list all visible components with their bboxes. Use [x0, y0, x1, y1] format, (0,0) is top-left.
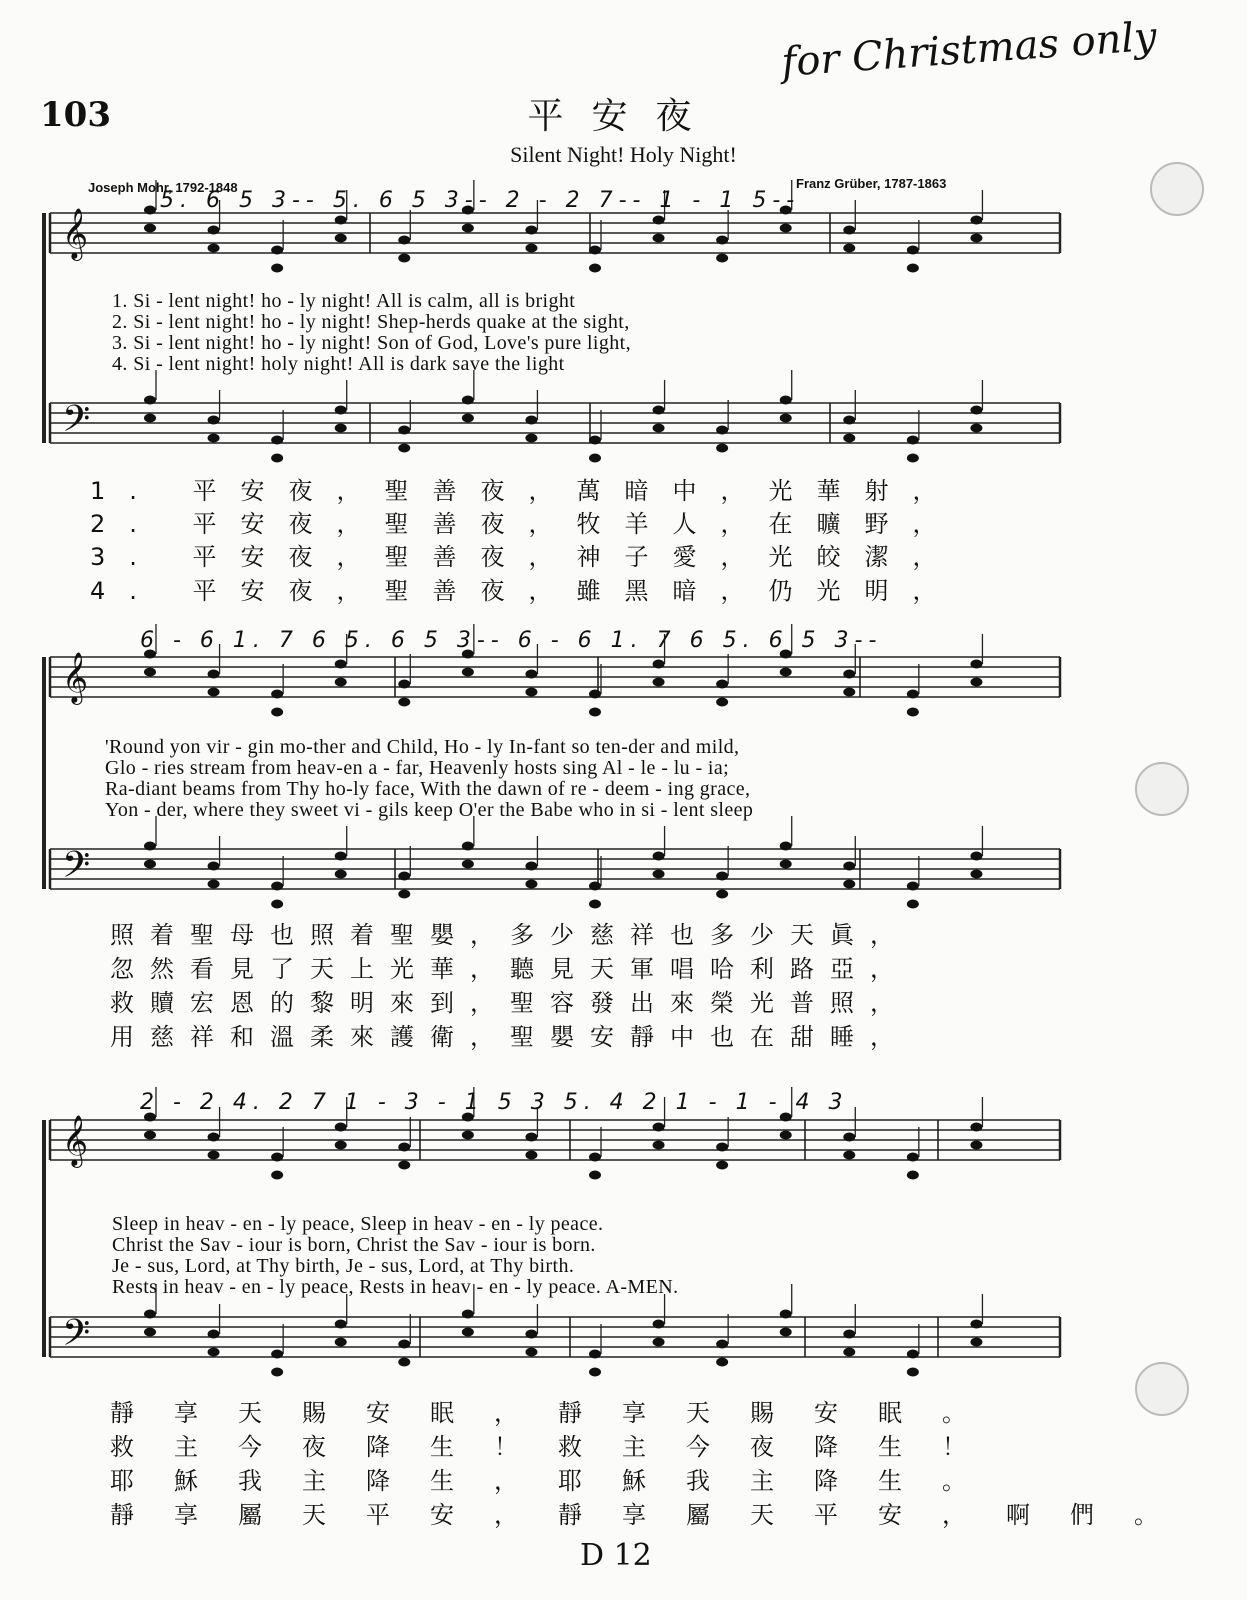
- note-head: [780, 860, 792, 869]
- note-head: [525, 416, 537, 425]
- note-head: [907, 1350, 919, 1359]
- title-english: Silent Night! Holy Night!: [510, 142, 737, 167]
- note-head: [208, 670, 220, 679]
- note-head: [589, 246, 601, 255]
- note-head: [462, 414, 474, 423]
- note-head: [462, 1131, 474, 1140]
- note-head: [843, 688, 855, 697]
- lyric-zh-verse-1: 1. 平安夜，聖善夜，萬暗中，光華射，: [90, 477, 961, 505]
- note-head: [970, 1141, 982, 1150]
- note-head: [144, 396, 156, 405]
- note-head: [335, 216, 347, 225]
- note-head: [589, 264, 601, 273]
- note-head: [144, 1328, 156, 1337]
- note-head: [653, 424, 665, 433]
- note-head: [653, 1141, 665, 1150]
- note-head: [653, 234, 665, 243]
- note-head: [525, 862, 537, 871]
- note-head: [271, 264, 283, 273]
- note-head: [843, 226, 855, 235]
- lyric-zh-verse-4: 4. 平安夜，聖善夜，雖黑暗，仍光明，: [90, 577, 961, 605]
- note-head: [843, 862, 855, 871]
- lyric-en-verse-1: Sleep in heav - en - ly peace, Sleep in heav - en - ly peace.: [112, 1213, 604, 1235]
- note-head: [653, 216, 665, 225]
- treble-clef-icon: 𝄞: [62, 1115, 89, 1166]
- note-head: [398, 254, 410, 263]
- note-head: [525, 226, 537, 235]
- note-head: [271, 436, 283, 445]
- hymn-number: 103: [40, 95, 111, 135]
- note-head: [462, 396, 474, 405]
- note-head: [907, 436, 919, 445]
- note-head: [843, 880, 855, 889]
- note-head: [144, 668, 156, 677]
- note-head: [589, 882, 601, 891]
- note-head: [653, 1320, 665, 1329]
- note-head: [780, 842, 792, 851]
- note-head: [335, 1338, 347, 1347]
- note-head: [970, 1123, 982, 1132]
- note-head: [653, 678, 665, 687]
- note-head: [716, 698, 728, 707]
- note-head: [589, 1153, 601, 1162]
- note-head: [716, 1143, 728, 1152]
- note-head: [907, 1368, 919, 1377]
- note-head: [335, 406, 347, 415]
- note-head: [271, 1368, 283, 1377]
- note-head: [907, 900, 919, 909]
- lyric-zh-verse-3: 3. 平安夜，聖善夜，神子愛，光皎潔，: [90, 543, 961, 571]
- note-head: [525, 688, 537, 697]
- note-head: [398, 1340, 410, 1349]
- note-head: [208, 226, 220, 235]
- note-head: [271, 1350, 283, 1359]
- note-head: [589, 708, 601, 717]
- note-head: [589, 436, 601, 445]
- note-head: [335, 870, 347, 879]
- note-head: [970, 678, 982, 687]
- note-head: [780, 396, 792, 405]
- note-head: [907, 882, 919, 891]
- jianpu-numbers: 2 - 2 4. 2 7 1 - 3 - 1 5 3 5. 4 2 1 - 1 - 4 3: [140, 1090, 849, 1115]
- note-head: [271, 690, 283, 699]
- note-head: [525, 244, 537, 253]
- note-head: [716, 1340, 728, 1349]
- lyric-zh-verse-3: 耶穌我主降生，耶穌我主降生。: [110, 1467, 1006, 1495]
- note-head: [462, 668, 474, 677]
- note-head: [716, 872, 728, 881]
- note-head: [398, 872, 410, 881]
- note-head: [335, 678, 347, 687]
- note-head: [780, 1328, 792, 1337]
- note-head: [907, 690, 919, 699]
- note-head: [271, 900, 283, 909]
- treble-clef-icon: 𝄞: [62, 652, 89, 703]
- note-head: [398, 444, 410, 453]
- note-head: [589, 1350, 601, 1359]
- note-head: [907, 246, 919, 255]
- note-head: [525, 1330, 537, 1339]
- note-head: [653, 852, 665, 861]
- note-head: [271, 1171, 283, 1180]
- note-head: [907, 454, 919, 463]
- lyric-zh-verse-4: 用慈祥和溫柔來護衛，聖嬰安靜中也在甜睡，: [110, 1023, 910, 1051]
- note-head: [398, 890, 410, 899]
- lyric-en-verse-4: Rests in heav - en - ly peace, Rests in heav - en - ly peace. A-MEN.: [112, 1276, 679, 1298]
- note-head: [780, 1131, 792, 1140]
- note-head: [271, 1153, 283, 1162]
- note-head: [843, 1348, 855, 1357]
- note-head: [970, 870, 982, 879]
- lyric-zh-verse-2: 救主今夜降生！救主今夜降生！: [110, 1433, 1006, 1461]
- note-head: [271, 246, 283, 255]
- note-head: [970, 216, 982, 225]
- note-head: [144, 224, 156, 233]
- note-head: [208, 416, 220, 425]
- note-head: [525, 670, 537, 679]
- note-head: [589, 454, 601, 463]
- lyric-zh-verse-4: 靜享屬天平安，靜享屬天平安，啊們。: [110, 1501, 1198, 1529]
- handwritten-note: for Christmas only: [780, 13, 1159, 86]
- bass-clef-icon: 𝄢: [62, 844, 91, 895]
- lyric-en-verse-4: Yon - der, where they sweet vi - gils keep O'er the Babe who in si - lent sleep: [105, 799, 754, 821]
- composer-credit: Franz Grüber, 1787-1863: [796, 176, 947, 191]
- note-head: [462, 224, 474, 233]
- lyric-en-verse-4: 4. Si - lent night! holy night! All is dark save the light: [112, 353, 565, 375]
- note-head: [843, 416, 855, 425]
- note-head: [208, 688, 220, 697]
- note-head: [589, 690, 601, 699]
- note-head: [335, 1141, 347, 1150]
- note-head: [653, 1338, 665, 1347]
- note-head: [970, 852, 982, 861]
- note-head: [208, 1348, 220, 1357]
- note-head: [716, 1161, 728, 1170]
- note-head: [271, 708, 283, 717]
- note-head: [208, 880, 220, 889]
- lyric-en-verse-3: 3. Si - lent night! ho - ly night! Son of God, Love's pure light,: [112, 332, 632, 354]
- note-head: [653, 1123, 665, 1132]
- note-head: [907, 1171, 919, 1180]
- note-head: [907, 264, 919, 273]
- note-head: [843, 1151, 855, 1160]
- lyric-en-verse-3: Je - sus, Lord, at Thy birth, Je - sus, Lord, at Thy birth.: [112, 1255, 575, 1277]
- note-head: [716, 254, 728, 263]
- note-head: [653, 660, 665, 669]
- note-head: [843, 434, 855, 443]
- note-head: [398, 426, 410, 435]
- note-head: [462, 842, 474, 851]
- title-chinese: 平安夜: [527, 96, 720, 137]
- note-head: [208, 1151, 220, 1160]
- note-head: [335, 1123, 347, 1132]
- bass-clef-icon: 𝄢: [62, 398, 91, 449]
- note-head: [462, 1310, 474, 1319]
- note-head: [335, 660, 347, 669]
- note-head: [398, 698, 410, 707]
- note-head: [271, 454, 283, 463]
- note-head: [525, 1151, 537, 1160]
- note-head: [208, 1133, 220, 1142]
- lyric-en-verse-2: Glo - ries stream from heav-en a - far, Heavenly hosts sing Al - le - lu - ia;: [105, 757, 730, 779]
- note-head: [907, 1153, 919, 1162]
- note-head: [525, 434, 537, 443]
- author-credit: Joseph Mohr, 1792-1848: [88, 180, 238, 195]
- note-head: [525, 880, 537, 889]
- lyric-zh-verse-1: 照着聖母也照着聖嬰，多少慈祥也多少天眞，: [110, 921, 910, 949]
- note-head: [398, 1161, 410, 1170]
- note-head: [144, 414, 156, 423]
- lyric-en-verse-2: Christ the Sav - iour is born, Christ the Sav - iour is born.: [112, 1234, 596, 1256]
- note-head: [335, 424, 347, 433]
- note-head: [144, 860, 156, 869]
- note-head: [780, 1310, 792, 1319]
- note-head: [462, 1328, 474, 1337]
- note-head: [335, 1320, 347, 1329]
- note-head: [970, 660, 982, 669]
- note-head: [271, 882, 283, 891]
- note-head: [462, 860, 474, 869]
- note-head: [398, 1358, 410, 1367]
- note-head: [144, 842, 156, 851]
- note-head: [589, 1368, 601, 1377]
- lyric-zh-verse-1: 靜享天賜安眠，靜享天賜安眠。: [110, 1399, 1006, 1427]
- note-head: [653, 870, 665, 879]
- note-head: [335, 234, 347, 243]
- note-head: [398, 680, 410, 689]
- note-head: [144, 206, 156, 215]
- lyric-en-verse-2: 2. Si - lent night! ho - ly night! Shep-herds quake at the sight,: [112, 311, 630, 333]
- note-head: [589, 1171, 601, 1180]
- note-head: [335, 852, 347, 861]
- note-head: [716, 680, 728, 689]
- lyric-en-verse-1: 'Round yon vir - gin mo-ther and Child, Ho - ly In-fant so ten-der and mild,: [105, 736, 740, 758]
- note-head: [589, 900, 601, 909]
- note-head: [716, 236, 728, 245]
- note-head: [970, 406, 982, 415]
- note-head: [208, 1330, 220, 1339]
- lyric-en-verse-3: Ra-diant beams from Thy ho-ly face, With the dawn of re - deem - ing grace,: [105, 778, 751, 800]
- note-head: [843, 670, 855, 679]
- page-code: D 12: [580, 1538, 652, 1573]
- note-head: [398, 236, 410, 245]
- bass-clef-icon: 𝄢: [62, 1312, 91, 1363]
- lyric-zh-verse-2: 2. 平安夜，聖善夜，牧羊人，在曠野，: [90, 510, 961, 538]
- lyric-en-verse-1: 1. Si - lent night! ho - ly night! All is calm, all is bright: [112, 290, 576, 312]
- note-head: [780, 668, 792, 677]
- note-head: [843, 1330, 855, 1339]
- note-head: [716, 426, 728, 435]
- note-head: [843, 244, 855, 253]
- note-head: [653, 406, 665, 415]
- note-head: [208, 434, 220, 443]
- note-head: [144, 1131, 156, 1140]
- note-head: [716, 890, 728, 899]
- note-head: [208, 862, 220, 871]
- note-head: [525, 1133, 537, 1142]
- note-head: [970, 1320, 982, 1329]
- note-head: [208, 244, 220, 253]
- note-head: [780, 224, 792, 233]
- note-head: [970, 1338, 982, 1347]
- lyric-zh-verse-3: 救贖宏恩的黎明來到，聖容發出來榮光普照，: [110, 989, 910, 1017]
- note-head: [907, 708, 919, 717]
- note-head: [716, 444, 728, 453]
- lyric-zh-verse-2: 忽然看見了天上光華，聽見天軍唱哈利路亞，: [110, 955, 910, 983]
- treble-clef-icon: 𝄞: [62, 208, 89, 259]
- note-head: [780, 414, 792, 423]
- jianpu-numbers: 6 - 6 1. 7 6 5. 6 5 3-- 6 - 6 1. 7 6 5. 6 5 3--: [140, 628, 883, 653]
- note-head: [843, 1133, 855, 1142]
- jianpu-numbers: 5. 6 5 3-- 5. 6 5 3-- 2 - 2 7-- 1 - 1 5--: [160, 188, 801, 213]
- note-head: [716, 1358, 728, 1367]
- note-head: [398, 1143, 410, 1152]
- note-head: [525, 1348, 537, 1357]
- note-head: [144, 1310, 156, 1319]
- note-head: [970, 234, 982, 243]
- note-head: [970, 424, 982, 433]
